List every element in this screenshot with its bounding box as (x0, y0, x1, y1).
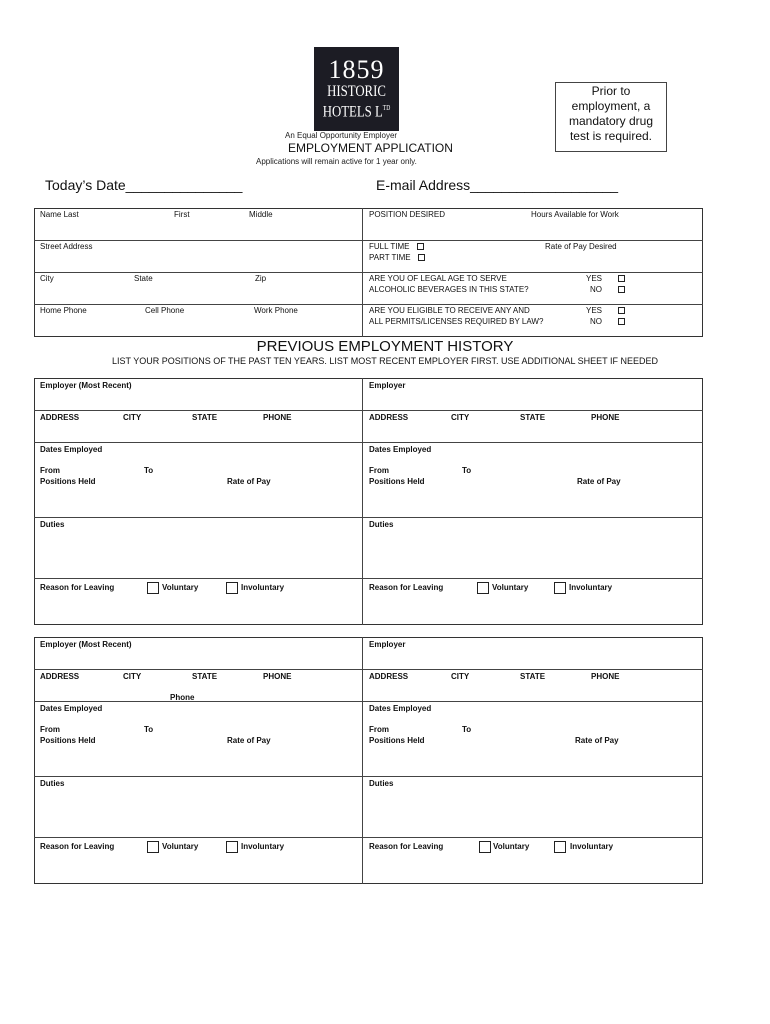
from-label: From (369, 725, 389, 734)
reason-for-leaving-label: Reason for Leaving (369, 842, 444, 851)
state-label: STATE (520, 672, 546, 681)
active-note: Applications will remain active for 1 year only. (256, 157, 417, 166)
phone-label: PHONE (263, 672, 292, 681)
position-desired-label: POSITION DESIRED (369, 210, 446, 219)
address-label: ADDRESS (40, 413, 80, 422)
employer-recent-label: Employer (Most Recent) (40, 381, 132, 390)
divider (34, 304, 362, 305)
legal-age-no-checkbox[interactable] (618, 286, 625, 293)
legal-age-yes-checkbox[interactable] (618, 275, 625, 282)
divider (362, 378, 363, 625)
positions-held-label: Positions Held (369, 736, 425, 745)
history-subheading: LIST YOUR POSITIONS OF THE PAST TEN YEARS. LIST MOST RECENT EMPLOYER FIRST. USE ADDITIONAL SHEET IF NEEDED (112, 356, 658, 366)
from-label: From (40, 725, 60, 734)
voluntary-checkbox[interactable] (147, 841, 159, 853)
company-logo (314, 47, 399, 131)
reason-for-leaving-label: Reason for Leaving (40, 842, 115, 851)
eligible-question: ARE YOU ELIGIBLE TO RECEIVE ANY AND (369, 306, 530, 315)
state-label: STATE (520, 413, 546, 422)
state-label: STATE (192, 672, 218, 681)
rate-of-pay-label: Rate of Pay (227, 477, 271, 486)
duties-label: Duties (369, 520, 394, 529)
duties-label: Duties (40, 779, 65, 788)
divider (362, 304, 703, 305)
phone-label: PHONE (263, 413, 292, 422)
equal-opportunity-text: An Equal Opportunity Employer (285, 131, 398, 140)
divider (34, 442, 703, 443)
city-label: CITY (123, 672, 142, 681)
drug-note-line: mandatory drug (568, 114, 654, 128)
involuntary-label: Involuntary (569, 583, 613, 592)
address-label: ADDRESS (40, 672, 80, 681)
part-time-checkbox[interactable] (418, 254, 425, 261)
divider (34, 578, 703, 579)
involuntary-label: Involuntary (241, 583, 285, 592)
page-title: EMPLOYMENT APPLICATION (288, 141, 453, 155)
dates-employed-label: Dates Employed (369, 445, 432, 454)
city-label: CITY (451, 672, 470, 681)
part-time-label: PART TIME (369, 253, 411, 262)
full-time-checkbox[interactable] (417, 243, 424, 250)
street-label: Street Address (40, 242, 93, 251)
to-label: To (144, 466, 154, 475)
divider (34, 240, 362, 241)
zip-label: Zip (255, 274, 267, 283)
involuntary-label: Involuntary (241, 842, 285, 851)
logo-year: 1859 (328, 55, 385, 84)
cell-phone-label: Cell Phone (145, 306, 185, 315)
involuntary-checkbox[interactable] (226, 841, 238, 853)
phone-label: PHONE (591, 413, 620, 422)
dates-employed-label: Dates Employed (40, 704, 103, 713)
dates-employed-label: Dates Employed (40, 445, 103, 454)
eligible-yes-checkbox[interactable] (618, 307, 625, 314)
drug-note-line: employment, a (571, 99, 651, 113)
divider (362, 240, 703, 241)
positions-held-label: Positions Held (369, 477, 425, 486)
voluntary-label: Voluntary (492, 583, 529, 592)
voluntary-checkbox[interactable] (479, 841, 491, 853)
positions-held-label: Positions Held (40, 736, 96, 745)
to-label: To (462, 725, 472, 734)
full-time-label: FULL TIME (369, 242, 410, 251)
duties-label: Duties (40, 520, 65, 529)
divider (34, 272, 362, 273)
voluntary-label: Voluntary (162, 842, 199, 851)
voluntary-checkbox[interactable] (477, 582, 489, 594)
rate-of-pay-label: Rate of Pay (227, 736, 271, 745)
drug-note-line: test is required. (569, 129, 653, 143)
reason-for-leaving-label: Reason for Leaving (40, 583, 115, 592)
legal-age-no-label: NO (590, 285, 602, 294)
to-label: To (462, 466, 472, 475)
voluntary-label: Voluntary (493, 842, 530, 851)
state-label: State (134, 274, 153, 283)
eligible-no-label: NO (590, 317, 602, 326)
name-last-label: Name Last (40, 210, 79, 219)
email-field[interactable]: E-mail Address___________________ (376, 177, 619, 193)
duties-label: Duties (369, 779, 394, 788)
rate-of-pay-label: Rate of Pay (577, 477, 621, 486)
voluntary-label: Voluntary (162, 583, 199, 592)
work-phone-label: Work Phone (254, 306, 298, 315)
state-label: STATE (192, 413, 218, 422)
involuntary-checkbox[interactable] (226, 582, 238, 594)
divider (34, 837, 703, 838)
to-label: To (144, 725, 154, 734)
rate-of-pay-label: Rate of Pay (575, 736, 619, 745)
phone-label: PHONE (591, 672, 620, 681)
eligible-yes-label: YES (586, 306, 603, 315)
involuntary-checkbox[interactable] (554, 582, 566, 594)
involuntary-label: Involuntary (570, 842, 614, 851)
eligible-question-2: ALL PERMITS/LICENSES REQUIRED BY LAW? (369, 317, 544, 326)
divider (34, 410, 703, 411)
logo-line-historic: HISTORIC (327, 83, 386, 100)
eligible-no-checkbox[interactable] (618, 318, 625, 325)
first-name-label: First (174, 210, 190, 219)
divider (362, 272, 703, 273)
address-label: ADDRESS (369, 672, 409, 681)
home-phone-label: Home Phone (40, 306, 87, 315)
reason-for-leaving-label: Reason for Leaving (369, 583, 444, 592)
legal-age-question-2: ALCOHOLIC BEVERAGES IN THIS STATE? (369, 285, 529, 294)
employer-label: Employer (369, 381, 406, 390)
divider (34, 701, 703, 702)
logo-line-hotels: HOTELS $L^{TD}$ (322, 103, 391, 121)
todays-date-field[interactable]: Today’s Date_______________ (45, 177, 243, 193)
city-label: City (40, 274, 54, 283)
employer-recent-label: Employer (Most Recent) (40, 640, 132, 649)
divider (362, 637, 363, 884)
city-label: CITY (123, 413, 142, 422)
phone-extra-label: Phone (170, 693, 195, 702)
dates-employed-label: Dates Employed (369, 704, 432, 713)
legal-age-yes-label: YES (586, 274, 603, 283)
divider (34, 669, 703, 670)
employer-label: Employer (369, 640, 406, 649)
from-label: From (40, 466, 60, 475)
hours-available-label: Hours Available for Work (531, 210, 619, 219)
legal-age-question: ARE YOU OF LEGAL AGE TO SERVE (369, 274, 507, 283)
voluntary-checkbox[interactable] (147, 582, 159, 594)
drug-test-notice (555, 82, 667, 152)
address-label: ADDRESS (369, 413, 409, 422)
divider (34, 517, 703, 518)
drug-note-line: Prior to (591, 84, 631, 98)
divider (34, 776, 703, 777)
involuntary-checkbox[interactable] (554, 841, 566, 853)
history-heading: PREVIOUS EMPLOYMENT HISTORY (256, 338, 514, 355)
from-label: From (369, 466, 389, 475)
middle-name-label: Middle (249, 210, 273, 219)
positions-held-label: Positions Held (40, 477, 96, 486)
city-label: CITY (451, 413, 470, 422)
rate-desired-label: Rate of Pay Desired (545, 242, 617, 251)
